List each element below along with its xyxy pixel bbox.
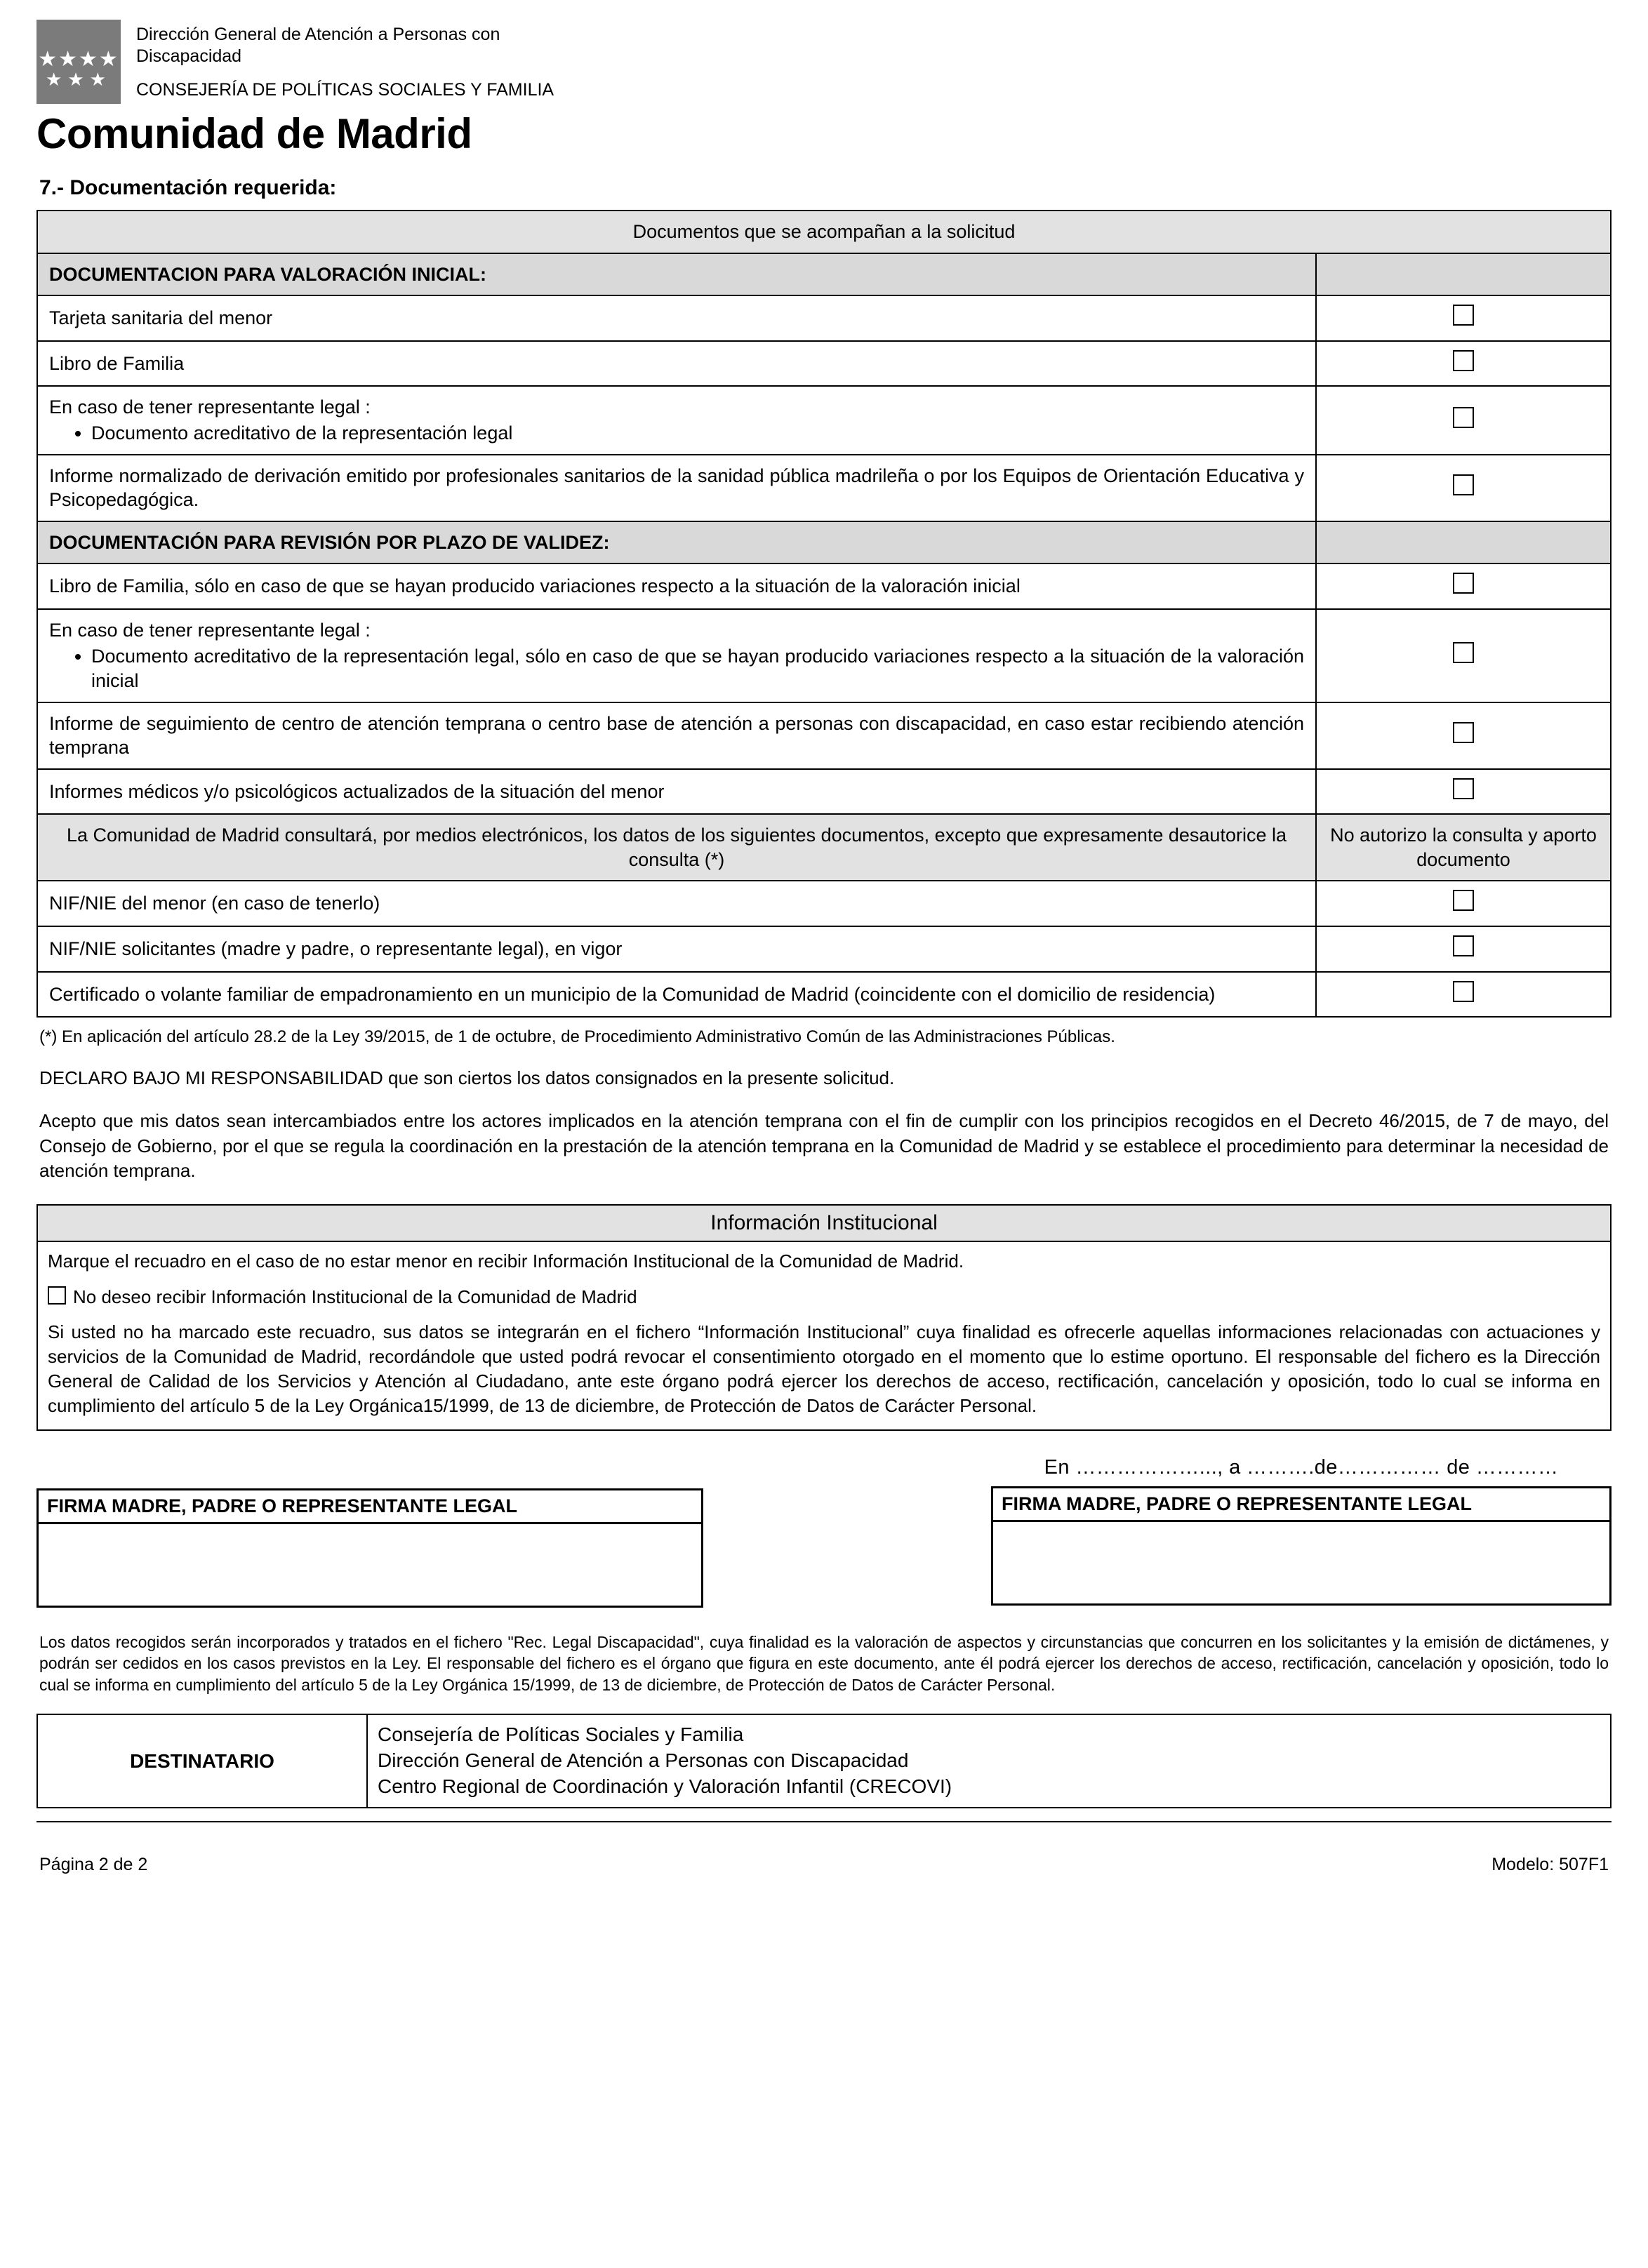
info-optout-label: No deseo recibir Información Institucional de la Comunidad de Madrid (73, 1286, 637, 1307)
checkbox-libro-familia-revision[interactable] (1453, 573, 1474, 594)
informacion-institucional-title: Información Institucional (38, 1206, 1610, 1242)
checkbox-informe-seguimiento[interactable] (1453, 722, 1474, 743)
asterisk-note: (*) En aplicación del artículo 28.2 de la Ley 39/2015, de 1 de octubre, de Procedimiento Administrativo Común de las Administraciones Públicas. (39, 1027, 1115, 1047)
form-model-code: Modelo: 507F1 (1491, 1855, 1609, 1875)
checkbox-representacion-legal-revision[interactable] (1453, 642, 1474, 663)
table-row (37, 563, 1611, 609)
table-subheader-revision-row (37, 521, 1611, 564)
row-label: En caso de tener representante legal : (49, 396, 371, 418)
table-row (37, 972, 1611, 1018)
info-optout-row[interactable] (48, 1285, 1600, 1309)
page-footer (36, 1855, 1612, 1875)
row-label: Tarjeta sanitaria del menor (37, 295, 1316, 341)
table-row (37, 386, 1611, 455)
destinatario-line-1: Consejería de Políticas Sociales y Familia (378, 1723, 744, 1746)
row-bullet-item: • Documento acreditativo de la representación legal (91, 421, 1304, 446)
table-subheader-initial-row (37, 253, 1611, 296)
signature-box-right[interactable] (991, 1486, 1612, 1606)
row-bullet-list (49, 421, 1304, 446)
consult-header-left: La Comunidad de Madrid consultará, por medios electrónicos, los datos de los siguientes documentos, excepto que expresamente desautorice la consulta (*) (37, 814, 1316, 881)
destinatario-line-2: Dirección General de Atención a Personas con Discapacidad (378, 1749, 909, 1772)
signature-right-label: FIRMA MADRE, PADRE O REPRESENTANTE LEGAL (993, 1488, 1609, 1522)
table-caption-row (37, 211, 1611, 253)
info-body-text: Si usted no ha marcado este recuadro, sus datos se integrarán en el fichero “Información Institucional” cuya finalidad es ofrecerle aquellas informaciones relacionadas con actuaciones y servicios de la Comunidad de Madrid, recordándole que usted podrá revocar el consentimiento otorgado en el momento que lo estime oportuno. El responsable del fichero es la Dirección General de Calidad de los Servicios y Atención al Ciudadano, ante este órgano podrá ejercer los derechos de acceso, rectificación, cancelación y oposición, todo lo cual se informa en cumplimiento del artículo 5 de la Ley Orgánica15/1999, de 13 de diciembre, de Protección de Datos de Carácter Personal. (48, 1321, 1600, 1416)
row-label: NIF/NIE del menor (en caso de tenerlo) (37, 881, 1316, 926)
org-department-label: CONSEJERÍA DE POLÍTICAS SOCIALES Y FAMILIA (136, 80, 554, 100)
checkbox-tarjeta-sanitaria[interactable] (1453, 305, 1474, 326)
row-label-with-bullet (37, 386, 1316, 455)
table-row (37, 295, 1611, 341)
row-bullet-item: • Documento acreditativo de la representación legal, sólo en caso de que se hayan producido variaciones respecto a la situación de la valoración inicial (91, 644, 1304, 693)
legal-notice: Los datos recogidos serán incorporados y tratados en el fichero "Rec. Legal Discapacidad", cuya finalidad es la valoración de aspectos y circunstancias que concurren en los solicitantes y la emisión de dictámenes, y podrán ser cedidos en los casos previstos en la Ley. El responsable del fichero es el órgano que figura en este documento, ante él podrá ejercer los derechos de acceso, rectificación, cancelación y oposición, todo lo cual se informa en cumplimiento del artículo 5 de la Ley Orgánica 15/1999, de 13 de diciembre, de Protección de Datos de Carácter Personal. (39, 1632, 1609, 1694)
header-text-block (136, 20, 585, 101)
comunidad-madrid-logo (36, 20, 121, 104)
brand-title: Comunidad de Madrid (36, 110, 472, 157)
row-label: Informes médicos y/o psicológicos actualizados de la situación del menor (37, 769, 1316, 815)
table-row (37, 455, 1611, 521)
subheader-blank-cell (1316, 521, 1611, 564)
row-label-with-bullet (37, 609, 1316, 702)
signature-right-column (991, 1456, 1612, 1608)
subheader-valoracion-inicial: DOCUMENTACION PARA VALORACIÓN INICIAL: (37, 253, 1316, 296)
table-row (37, 609, 1611, 702)
consult-header-row (37, 814, 1611, 881)
row-checkbox-cell[interactable] (1316, 563, 1611, 609)
row-checkbox-cell[interactable] (1316, 295, 1611, 341)
subheader-blank-cell (1316, 253, 1611, 296)
row-label: Certificado o volante familiar de empadronamiento en un municipio de la Comunidad de Madrid (coincidente con el domicilio de residencia) (37, 972, 1316, 1018)
checkbox-informes-medicos[interactable] (1453, 778, 1474, 799)
row-checkbox-cell[interactable] (1316, 769, 1611, 815)
row-label: Libro de Familia (37, 341, 1316, 387)
row-checkbox-cell[interactable] (1316, 926, 1611, 972)
destinatario-value (367, 1714, 1611, 1808)
informacion-institucional-body (38, 1242, 1610, 1429)
checkbox-representacion-legal[interactable] (1453, 407, 1474, 428)
row-label: NIF/NIE solicitantes (madre y padre, o representante legal), en vigor (37, 926, 1316, 972)
destinatario-label: DESTINATARIO (37, 1714, 367, 1808)
place-date-field[interactable]: En ………………..., a ……….de…………… de ………… (1044, 1455, 1559, 1479)
signature-left-column (36, 1456, 991, 1608)
subheader-revision-plazo-validez: DOCUMENTACIÓN PARA REVISIÓN POR PLAZO DE VALIDEZ: (37, 521, 1316, 564)
logo-stars-top-icon: ★★★★ (38, 48, 119, 71)
info-intro-text: Marque el recuadro en el caso de no estar menor en recibir Información Institucional de la Comunidad de Madrid. (48, 1250, 964, 1272)
row-checkbox-cell[interactable] (1316, 386, 1611, 455)
consult-header-right: No autorizo la consulta y aporto documento (1316, 814, 1611, 881)
destinatario-row (37, 1714, 1611, 1808)
table-row (37, 881, 1611, 926)
checkbox-libro-familia[interactable] (1453, 350, 1474, 371)
checkbox-empadronamiento[interactable] (1453, 981, 1474, 1002)
page-number: Página 2 de 2 (39, 1855, 148, 1875)
row-checkbox-cell[interactable] (1316, 341, 1611, 387)
table-row (37, 702, 1611, 769)
row-checkbox-cell[interactable] (1316, 702, 1611, 769)
checkbox-nif-nie-solicitantes[interactable] (1453, 935, 1474, 956)
row-label: Informe de seguimiento de centro de atención temprana o centro base de atención a personas con discapacidad, en caso estar recibiendo atención temprana (37, 702, 1316, 769)
declaration-text: DECLARO BAJO MI RESPONSABILIDAD que son ciertos los datos consignados en la presente solicitud. (39, 1067, 895, 1089)
informacion-institucional-box (36, 1204, 1612, 1431)
row-bullet-list (49, 644, 1304, 693)
row-label: En caso de tener representante legal : (49, 620, 371, 641)
row-checkbox-cell[interactable] (1316, 881, 1611, 926)
table-row (37, 769, 1611, 815)
acceptance-text: Acepto que mis datos sean intercambiados entre los actores implicados en la atención temprana con el fin de cumplir con los principios recogidos en el Decreto 46/2015, de 7 de mayo, del Consejo de Gobierno, por el que se regula la coordinación en la prestación de la atención temprana en la Comunidad de Madrid y se establece el procedimiento para determinar la necesidad de atención temprana. (39, 1110, 1609, 1181)
table-caption: Documentos que se acompañan a la solicitud (37, 211, 1611, 253)
row-checkbox-cell[interactable] (1316, 972, 1611, 1018)
row-checkbox-cell[interactable] (1316, 609, 1611, 702)
table-row (37, 341, 1611, 387)
section-title: 7.- Documentación requerida: (39, 176, 337, 199)
footer-divider (36, 1821, 1612, 1822)
org-unit-label: Dirección General de Atención a Personas con Discapacidad (136, 25, 500, 66)
signature-box-left[interactable] (36, 1488, 703, 1608)
signature-left-label: FIRMA MADRE, PADRE O REPRESENTANTE LEGAL (39, 1490, 701, 1524)
checkbox-no-deseo-informacion[interactable] (48, 1286, 66, 1305)
table-row (37, 926, 1611, 972)
document-header (36, 20, 1612, 104)
row-label: Informe normalizado de derivación emitido por profesionales sanitarios de la sanidad pública madrileña o por los Equipos de Orientación Educativa y Psicopedagógica. (37, 455, 1316, 521)
row-checkbox-cell[interactable] (1316, 455, 1611, 521)
documents-table (36, 210, 1612, 1018)
signature-area (36, 1456, 1612, 1608)
destinatario-line-3: Centro Regional de Coordinación y Valoración Infantil (CRECOVI) (378, 1775, 952, 1798)
destinatario-table (36, 1714, 1612, 1808)
checkbox-nif-nie-menor[interactable] (1453, 890, 1474, 911)
signature-left-wrapper (36, 1488, 703, 1608)
checkbox-informe-derivacion[interactable] (1453, 474, 1474, 495)
logo-stars-bottom-icon: ★★★ (46, 69, 112, 90)
row-label: Libro de Familia, sólo en caso de que se hayan producido variaciones respecto a la situación de la valoración inicial (37, 563, 1316, 609)
